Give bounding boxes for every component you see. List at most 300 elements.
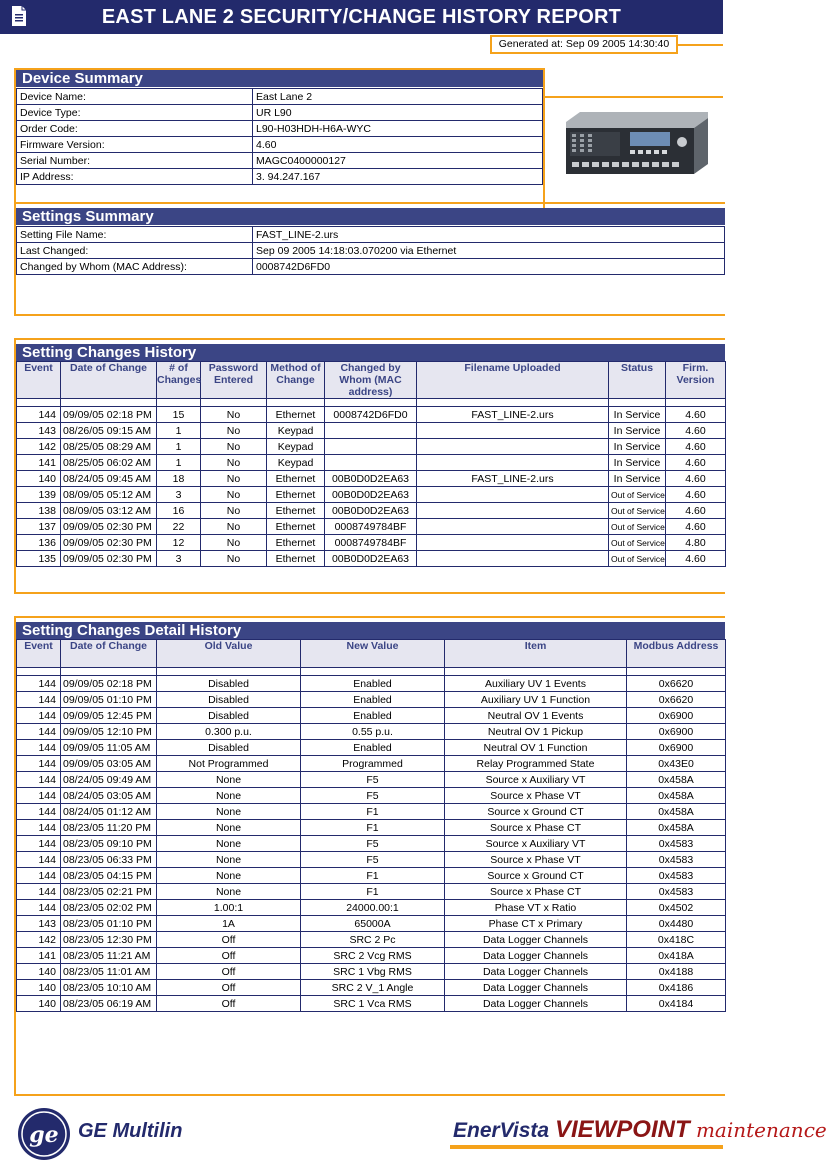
- spacer-cell: [301, 668, 445, 676]
- table-row: [17, 948, 726, 964]
- table-cell: 08/23/05 06:33 PM: [61, 852, 157, 868]
- table-cell: In Service: [609, 439, 666, 455]
- product-brand-c: maintenance: [689, 1118, 827, 1142]
- field-value: L90-H03HDH-H6A-WYC: [253, 121, 543, 137]
- table-cell: [325, 423, 417, 439]
- table-cell: [417, 455, 609, 471]
- product-brand: [453, 1116, 827, 1144]
- table-cell: 4.60: [666, 439, 726, 455]
- table-cell: FAST_LINE-2.urs: [417, 471, 609, 487]
- table-cell: 1A: [157, 916, 301, 932]
- field-label: Last Changed:: [17, 243, 253, 259]
- settings-summary-section: [14, 202, 725, 316]
- spacer-cell: [157, 399, 201, 407]
- table-cell: 08/09/05 05:12 AM: [61, 487, 157, 503]
- table-row: [17, 503, 726, 519]
- table-cell: Off: [157, 948, 301, 964]
- table-row: [17, 900, 726, 916]
- summary-row: [17, 153, 543, 169]
- table-cell: 0x6900: [627, 724, 726, 740]
- table-cell: Ethernet: [267, 535, 325, 551]
- table-cell: [417, 487, 609, 503]
- spacer-cell: [445, 668, 627, 676]
- summary-row: [17, 89, 543, 105]
- table-cell: SRC 2 V_1 Angle: [301, 980, 445, 996]
- table-cell: 0x4188: [627, 964, 726, 980]
- column-header: Item: [445, 640, 627, 668]
- report-title: EAST LANE 2 SECURITY/CHANGE HISTORY REPORT: [101, 6, 622, 28]
- table-cell: 0x4583: [627, 852, 726, 868]
- table-cell: No: [201, 455, 267, 471]
- setting-changes-detail-history-table: [16, 639, 726, 1012]
- table-cell: 08/24/05 03:05 AM: [61, 788, 157, 804]
- table-cell: F5: [301, 852, 445, 868]
- table-cell: [417, 535, 609, 551]
- table-cell: 08/26/05 09:15 AM: [61, 423, 157, 439]
- table-cell: Out of Service: [609, 519, 666, 535]
- table-cell: No: [201, 535, 267, 551]
- table-cell: 4.60: [666, 455, 726, 471]
- table-cell: Auxiliary UV 1 Function: [445, 692, 627, 708]
- field-label: Order Code:: [17, 121, 253, 137]
- table-cell: F1: [301, 884, 445, 900]
- table-cell: None: [157, 836, 301, 852]
- table-cell: Off: [157, 964, 301, 980]
- table-cell: 08/23/05 11:21 AM: [61, 948, 157, 964]
- table-cell: 0x6620: [627, 692, 726, 708]
- table-cell: 143: [17, 916, 61, 932]
- table-row: [17, 551, 726, 567]
- field-label: Firmware Version:: [17, 137, 253, 153]
- table-cell: 3: [157, 487, 201, 503]
- table-row: [17, 471, 726, 487]
- table-cell: None: [157, 884, 301, 900]
- table-cell: Auxiliary UV 1 Events: [445, 676, 627, 692]
- table-cell: 143: [17, 423, 61, 439]
- table-cell: Keypad: [267, 423, 325, 439]
- table-row: [17, 804, 726, 820]
- field-label: Changed by Whom (MAC Address):: [17, 259, 253, 275]
- table-cell: Data Logger Channels: [445, 964, 627, 980]
- table-cell: Programmed: [301, 756, 445, 772]
- table-cell: 4.60: [666, 503, 726, 519]
- table-cell: 65000A: [301, 916, 445, 932]
- table-row: [17, 756, 726, 772]
- table-row: [17, 916, 726, 932]
- column-header: Old Value: [157, 640, 301, 668]
- table-cell: 4.60: [666, 407, 726, 423]
- table-cell: 09/09/05 02:18 PM: [61, 676, 157, 692]
- table-cell: 144: [17, 788, 61, 804]
- device-summary-table: [16, 88, 543, 185]
- table-cell: Disabled: [157, 692, 301, 708]
- field-label: Serial Number:: [17, 153, 253, 169]
- table-cell: Ethernet: [267, 551, 325, 567]
- table-cell: Keypad: [267, 455, 325, 471]
- setting-changes-history-table: [16, 361, 726, 567]
- spacer-cell: [627, 668, 726, 676]
- column-header: # of Changes: [157, 362, 201, 399]
- settings-summary-table: [16, 226, 725, 275]
- table-cell: 139: [17, 487, 61, 503]
- table-cell: Disabled: [157, 676, 301, 692]
- table-row: [17, 455, 726, 471]
- table-cell: 09/09/05 12:45 PM: [61, 708, 157, 724]
- table-cell: 09/09/05 02:30 PM: [61, 535, 157, 551]
- table-cell: None: [157, 772, 301, 788]
- table-cell: In Service: [609, 407, 666, 423]
- table-cell: 09/09/05 03:05 AM: [61, 756, 157, 772]
- table-cell: In Service: [609, 471, 666, 487]
- column-header: Changed by Whom (MAC address): [325, 362, 417, 399]
- table-cell: 144: [17, 724, 61, 740]
- table-cell: Ethernet: [267, 503, 325, 519]
- table-cell: Off: [157, 996, 301, 1012]
- table-cell: None: [157, 852, 301, 868]
- device-summary-title: Device Summary: [16, 70, 543, 87]
- table-cell: Out of Service: [609, 503, 666, 519]
- table-cell: 4.60: [666, 423, 726, 439]
- table-cell: 144: [17, 820, 61, 836]
- field-label: IP Address:: [17, 169, 253, 185]
- summary-row: [17, 169, 543, 185]
- table-cell: 3: [157, 551, 201, 567]
- table-cell: 08/23/05 01:10 PM: [61, 916, 157, 932]
- table-cell: 00B0D0D2EA63: [325, 471, 417, 487]
- table-cell: 4.60: [666, 487, 726, 503]
- table-cell: 08/23/05 11:01 AM: [61, 964, 157, 980]
- table-cell: Source x Phase VT: [445, 788, 627, 804]
- field-value: FAST_LINE-2.urs: [253, 227, 725, 243]
- table-cell: 4.60: [666, 551, 726, 567]
- table-cell: 144: [17, 868, 61, 884]
- table-cell: 140: [17, 980, 61, 996]
- company-name: GE Multilin: [78, 1120, 183, 1142]
- table-cell: SRC 1 Vca RMS: [301, 996, 445, 1012]
- spacer-cell: [61, 399, 157, 407]
- table-cell: 09/09/05 11:05 AM: [61, 740, 157, 756]
- table-cell: 0x6900: [627, 740, 726, 756]
- table-cell: 18: [157, 471, 201, 487]
- table-cell: 144: [17, 407, 61, 423]
- table-cell: Ethernet: [267, 407, 325, 423]
- table-cell: No: [201, 487, 267, 503]
- table-row: [17, 852, 726, 868]
- summary-row: [17, 259, 725, 275]
- table-cell: Off: [157, 932, 301, 948]
- table-cell: Source x Phase CT: [445, 884, 627, 900]
- table-cell: Phase CT x Primary: [445, 916, 627, 932]
- table-row: [17, 439, 726, 455]
- table-cell: Off: [157, 980, 301, 996]
- column-header: Method of Change: [267, 362, 325, 399]
- table-cell: 142: [17, 932, 61, 948]
- setting-changes-detail-history-section: [14, 616, 725, 1096]
- table-cell: [325, 439, 417, 455]
- table-cell: 0x6620: [627, 676, 726, 692]
- table-cell: 136: [17, 535, 61, 551]
- table-cell: Data Logger Channels: [445, 932, 627, 948]
- table-cell: Out of Service: [609, 487, 666, 503]
- table-row: [17, 740, 726, 756]
- field-value: Sep 09 2005 14:18:03.070200 via Ethernet: [253, 243, 725, 259]
- column-header: Filename Uploaded: [417, 362, 609, 399]
- table-cell: Source x Phase CT: [445, 820, 627, 836]
- table-cell: Neutral OV 1 Events: [445, 708, 627, 724]
- summary-row: [17, 121, 543, 137]
- table-cell: No: [201, 407, 267, 423]
- table-cell: Phase VT x Ratio: [445, 900, 627, 916]
- table-cell: Ethernet: [267, 487, 325, 503]
- table-row: [17, 535, 726, 551]
- summary-row: [17, 137, 543, 153]
- table-cell: Data Logger Channels: [445, 980, 627, 996]
- table-row: [17, 868, 726, 884]
- table-cell: 144: [17, 756, 61, 772]
- divider: [450, 1145, 723, 1149]
- table-cell: 12: [157, 535, 201, 551]
- table-cell: Disabled: [157, 740, 301, 756]
- table-cell: [417, 551, 609, 567]
- column-header: Password Entered: [201, 362, 267, 399]
- table-cell: 08/25/05 08:29 AM: [61, 439, 157, 455]
- table-row: [17, 964, 726, 980]
- report-header: [0, 0, 723, 34]
- table-cell: 08/24/05 09:49 AM: [61, 772, 157, 788]
- spacer-cell: [609, 399, 666, 407]
- table-cell: 1.00:1: [157, 900, 301, 916]
- table-cell: 08/23/05 09:10 PM: [61, 836, 157, 852]
- table-cell: Ethernet: [267, 471, 325, 487]
- table-cell: In Service: [609, 423, 666, 439]
- column-header: Modbus Address: [627, 640, 726, 668]
- table-cell: 0x4184: [627, 996, 726, 1012]
- table-cell: 0x458A: [627, 788, 726, 804]
- table-cell: 00B0D0D2EA63: [325, 503, 417, 519]
- column-header: Date of Change: [61, 362, 157, 399]
- table-cell: 0x4186: [627, 980, 726, 996]
- table-cell: F5: [301, 772, 445, 788]
- spacer-cell: [666, 399, 726, 407]
- table-cell: Data Logger Channels: [445, 996, 627, 1012]
- setting-changes-history-title: Setting Changes History: [16, 344, 725, 361]
- table-cell: 09/09/05 02:18 PM: [61, 407, 157, 423]
- table-cell: Neutral OV 1 Pickup: [445, 724, 627, 740]
- table-cell: 08/09/05 03:12 AM: [61, 503, 157, 519]
- spacer-cell: [61, 668, 157, 676]
- table-cell: 09/09/05 01:10 PM: [61, 692, 157, 708]
- ge-logo-icon: [16, 1106, 72, 1162]
- table-cell: 0008742D6FD0: [325, 407, 417, 423]
- table-cell: 24000.00:1: [301, 900, 445, 916]
- table-row: [17, 708, 726, 724]
- table-cell: In Service: [609, 455, 666, 471]
- table-cell: 140: [17, 471, 61, 487]
- table-cell: 08/23/05 02:02 PM: [61, 900, 157, 916]
- table-cell: 0x458A: [627, 820, 726, 836]
- table-cell: FAST_LINE-2.urs: [417, 407, 609, 423]
- table-cell: Neutral OV 1 Function: [445, 740, 627, 756]
- table-row: [17, 676, 726, 692]
- table-cell: 144: [17, 772, 61, 788]
- field-value: 0008742D6FD0: [253, 259, 725, 275]
- column-header: Status: [609, 362, 666, 399]
- column-header: Firm. Version: [666, 362, 726, 399]
- table-cell: 0x418A: [627, 948, 726, 964]
- table-cell: [417, 439, 609, 455]
- table-cell: No: [201, 503, 267, 519]
- table-cell: 144: [17, 708, 61, 724]
- table-cell: None: [157, 820, 301, 836]
- table-cell: No: [201, 439, 267, 455]
- table-cell: 08/23/05 02:21 PM: [61, 884, 157, 900]
- table-cell: 09/09/05 02:30 PM: [61, 551, 157, 567]
- table-cell: 144: [17, 852, 61, 868]
- table-cell: 0x4480: [627, 916, 726, 932]
- summary-row: [17, 227, 725, 243]
- table-cell: 0x418C: [627, 932, 726, 948]
- table-cell: Source x Auxiliary VT: [445, 836, 627, 852]
- table-cell: 140: [17, 996, 61, 1012]
- table-row: [17, 788, 726, 804]
- column-header: Event: [17, 640, 61, 668]
- svg-text:ge: ge: [29, 1122, 59, 1148]
- table-row: [17, 407, 726, 423]
- spacer-cell: [417, 399, 609, 407]
- table-row: [17, 724, 726, 740]
- table-cell: 144: [17, 740, 61, 756]
- product-brand-a: EnerVista: [453, 1119, 555, 1142]
- table-row: [17, 884, 726, 900]
- column-header: Event: [17, 362, 61, 399]
- table-cell: 137: [17, 519, 61, 535]
- device-summary-section: [14, 68, 545, 212]
- spacer-cell: [17, 399, 61, 407]
- table-cell: 08/23/05 11:20 PM: [61, 820, 157, 836]
- table-cell: 144: [17, 692, 61, 708]
- table-cell: 0008749784BF: [325, 519, 417, 535]
- table-row: [17, 820, 726, 836]
- table-cell: 0x458A: [627, 804, 726, 820]
- table-row: [17, 487, 726, 503]
- spacer-cell: [325, 399, 417, 407]
- table-cell: Enabled: [301, 740, 445, 756]
- setting-changes-history-section: [14, 338, 725, 594]
- table-cell: 135: [17, 551, 61, 567]
- table-cell: 15: [157, 407, 201, 423]
- divider: [545, 96, 723, 98]
- table-cell: Relay Programmed State: [445, 756, 627, 772]
- table-cell: 0x6900: [627, 708, 726, 724]
- summary-row: [17, 243, 725, 259]
- table-cell: Out of Service: [609, 535, 666, 551]
- table-cell: SRC 1 Vbg RMS: [301, 964, 445, 980]
- table-cell: 0.55 p.u.: [301, 724, 445, 740]
- table-cell: Enabled: [301, 676, 445, 692]
- table-cell: 144: [17, 900, 61, 916]
- table-cell: 0x4583: [627, 836, 726, 852]
- table-cell: No: [201, 519, 267, 535]
- divider: [678, 44, 723, 46]
- table-cell: 4.60: [666, 471, 726, 487]
- table-cell: 08/23/05 10:10 AM: [61, 980, 157, 996]
- table-row: [17, 932, 726, 948]
- table-cell: 08/25/05 06:02 AM: [61, 455, 157, 471]
- table-cell: No: [201, 423, 267, 439]
- table-cell: 4.80: [666, 535, 726, 551]
- table-cell: 09/09/05 12:10 PM: [61, 724, 157, 740]
- field-value: UR L90: [253, 105, 543, 121]
- table-cell: 0x4583: [627, 868, 726, 884]
- table-cell: 144: [17, 884, 61, 900]
- relay-device-image: [560, 112, 710, 176]
- table-cell: Out of Service: [609, 551, 666, 567]
- spacer-row: [17, 399, 726, 407]
- field-label: Device Type:: [17, 105, 253, 121]
- table-cell: 0x4583: [627, 884, 726, 900]
- table-cell: F5: [301, 836, 445, 852]
- product-brand-b: VIEWPOINT: [554, 1116, 690, 1143]
- generated-timestamp: Generated at: Sep 09 2005 14:30:40: [490, 35, 678, 54]
- summary-row: [17, 105, 543, 121]
- column-header: Date of Change: [61, 640, 157, 668]
- table-cell: [325, 455, 417, 471]
- table-cell: 00B0D0D2EA63: [325, 551, 417, 567]
- table-cell: Source x Ground CT: [445, 804, 627, 820]
- table-cell: F1: [301, 820, 445, 836]
- table-cell: Data Logger Channels: [445, 948, 627, 964]
- table-cell: 0008749784BF: [325, 535, 417, 551]
- table-cell: 140: [17, 964, 61, 980]
- table-cell: 1: [157, 439, 201, 455]
- table-cell: 16: [157, 503, 201, 519]
- table-row: [17, 836, 726, 852]
- table-cell: None: [157, 868, 301, 884]
- table-cell: 0x458A: [627, 772, 726, 788]
- table-cell: None: [157, 788, 301, 804]
- table-cell: Not Programmed: [157, 756, 301, 772]
- table-cell: 09/09/05 02:30 PM: [61, 519, 157, 535]
- table-cell: Enabled: [301, 708, 445, 724]
- table-cell: Source x Phase VT: [445, 852, 627, 868]
- field-label: Device Name:: [17, 89, 253, 105]
- table-cell: 00B0D0D2EA63: [325, 487, 417, 503]
- table-cell: 08/24/05 09:45 AM: [61, 471, 157, 487]
- table-row: [17, 980, 726, 996]
- table-cell: No: [201, 471, 267, 487]
- table-cell: Ethernet: [267, 519, 325, 535]
- table-cell: 1: [157, 455, 201, 471]
- table-row: [17, 772, 726, 788]
- table-cell: 08/24/05 01:12 AM: [61, 804, 157, 820]
- table-cell: 0x4502: [627, 900, 726, 916]
- spacer-cell: [201, 399, 267, 407]
- table-cell: 142: [17, 439, 61, 455]
- table-cell: SRC 2 Vcg RMS: [301, 948, 445, 964]
- table-row: [17, 519, 726, 535]
- table-cell: Source x Auxiliary VT: [445, 772, 627, 788]
- table-cell: 0.300 p.u.: [157, 724, 301, 740]
- table-row: [17, 996, 726, 1012]
- table-cell: No: [201, 551, 267, 567]
- table-cell: SRC 2 Pc: [301, 932, 445, 948]
- table-cell: F1: [301, 868, 445, 884]
- column-header: New Value: [301, 640, 445, 668]
- table-cell: Disabled: [157, 708, 301, 724]
- field-value: 3. 94.247.167: [253, 169, 543, 185]
- table-cell: 141: [17, 948, 61, 964]
- table-cell: 08/23/05 04:15 PM: [61, 868, 157, 884]
